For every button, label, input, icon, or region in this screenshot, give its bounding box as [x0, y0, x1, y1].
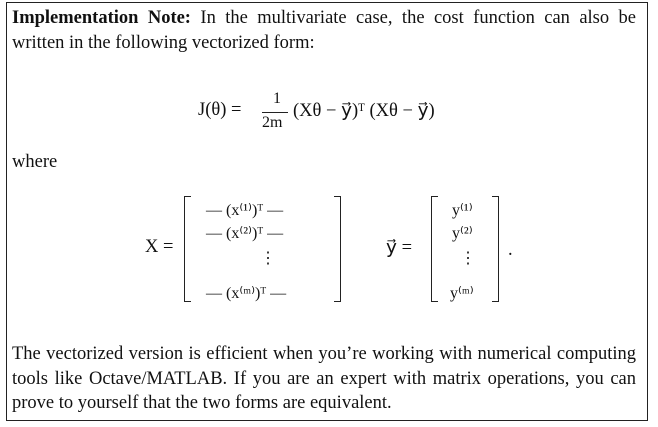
vector-y-right-bracket	[492, 196, 499, 302]
vector-y-row-2: y⁽²⁾	[452, 225, 473, 242]
matrix-x-row-3: ⋮	[260, 250, 276, 267]
intro-paragraph	[12, 6, 636, 55]
matrix-x-name: X =	[145, 237, 174, 257]
fraction-denominator: 2m	[262, 114, 283, 131]
vector-y-row-3: ⋮	[460, 250, 476, 267]
note-intro-text: In the multivariate case, the cost function can also be written in the following vectorized form:	[12, 8, 637, 53]
matrix-x-row-1: — (x⁽¹⁾)ᵀ —	[206, 202, 284, 219]
matrix-x-left-bracket	[184, 196, 191, 302]
vector-y-name: y⃗ =	[386, 238, 413, 258]
equation-lhs: J(θ) =	[198, 100, 242, 120]
matrix-x-row-4: — (x⁽ᵐ⁾)ᵀ —	[206, 285, 287, 302]
equation-rhs: (Xθ − y⃗)ᵀ (Xθ − y⃗)	[293, 101, 435, 121]
fraction-bar	[262, 112, 288, 113]
matrix-x-right-bracket	[334, 196, 341, 302]
vector-y-left-bracket	[431, 196, 438, 302]
fraction-numerator: 1	[273, 90, 281, 107]
vector-y-row-1: y⁽¹⁾	[452, 202, 473, 219]
where-label: where	[12, 152, 58, 172]
note-label: Implementation Note:	[12, 8, 191, 28]
closing-paragraph: The vectorized version is efficient when you’re working with numerical computing tools like Octave/MATLAB. If you are an expert with matrix operations, you can prove to yourself that the two forms are equivalent.	[12, 344, 636, 413]
vector-y-row-4: y⁽ᵐ⁾	[450, 285, 474, 302]
vector-y-trailing-period: .	[508, 240, 513, 260]
matrix-x-row-2: — (x⁽²⁾)ᵀ —	[206, 225, 284, 242]
